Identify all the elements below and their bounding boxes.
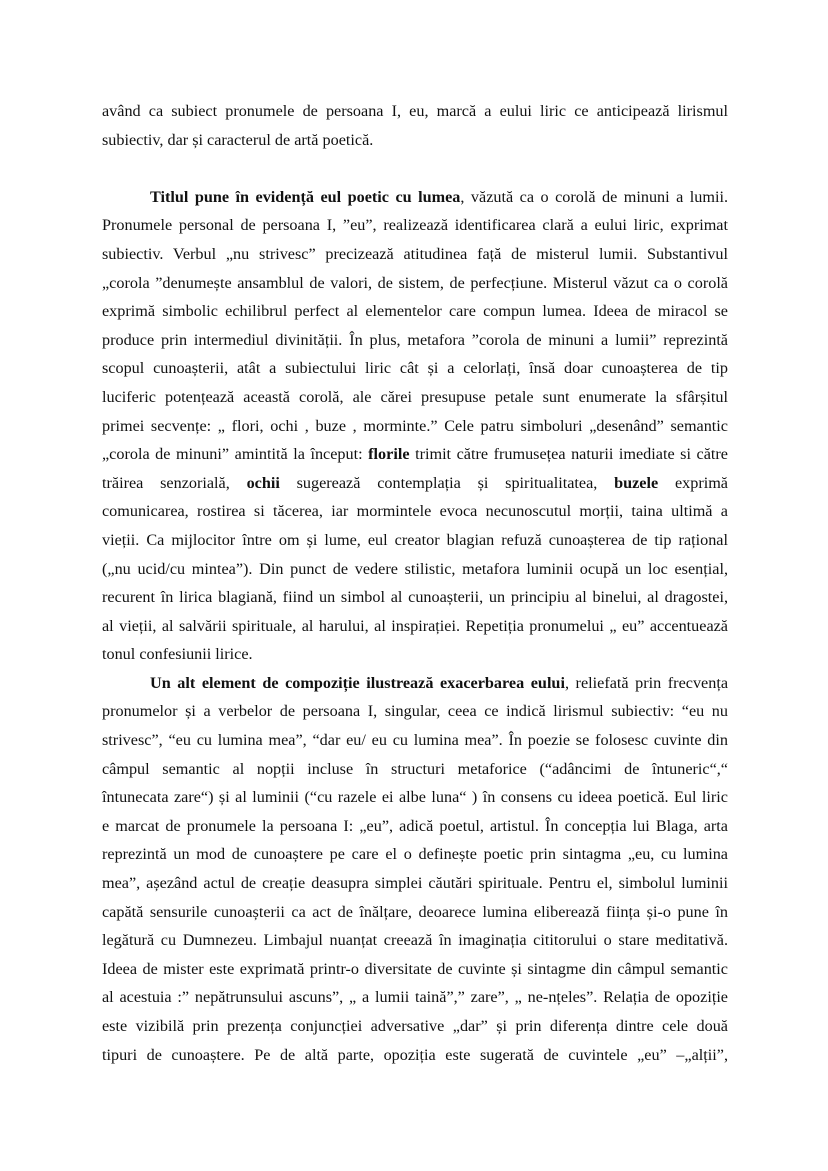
text-segment: întunecata zare“) și al luminii (“cu razele ei albe luna“ ) în consens cu ideea poetică. Eul liric: [102, 788, 728, 807]
text-line: [102, 812, 728, 841]
bold-text: florile: [368, 445, 410, 464]
text-line: [102, 612, 728, 641]
text-line: [102, 269, 728, 298]
text-segment: trimit către frumusețea naturii imediate si către: [409, 445, 728, 464]
text-segment: „corola de minuni” amintită la început:: [102, 445, 369, 464]
text-segment: luciferic potențează această corolă, ale cărei presupuse petale sunt enumerate la sfârșitul: [102, 387, 728, 406]
bold-text: ochii: [246, 473, 280, 492]
text-segment: mea”, așezând actul de creație deasupra simplei căutări spirituale. Pentru el, simbolul luminii: [102, 874, 728, 893]
text-line: [102, 640, 728, 669]
text-line: [102, 440, 728, 469]
text-line: [102, 97, 728, 126]
text-segment: având ca subiect pronumele de persoana I, eu, marcă a eului liric ce anticipează lirismul: [102, 102, 728, 120]
text-line: [102, 240, 728, 269]
text-line: [102, 469, 728, 498]
text-line: [102, 898, 728, 927]
text-segment: „corola ”denumește ansamblul de valori, de sistem, de perfecțiune. Misterul văzut ca o corolă: [102, 273, 728, 292]
bold-text: buzele: [614, 473, 659, 492]
text-line: [102, 1012, 728, 1041]
text-segment: al vieții, al salvării spirituale, al harului, al inspirației. Repetiția pronumelui „ eu” accentuează: [102, 616, 728, 635]
text-segment: tipuri de cunoaștere. Pe de altă parte, opoziția este sugerată de cuvintele „eu” –„alții”,: [102, 1045, 728, 1064]
text-line: [102, 183, 728, 212]
text-segment: vieții. Ca mijlocitor între om și lume, eul creator blagian refuză cunoașterea de tip rațional: [102, 530, 728, 549]
text-line: [102, 412, 728, 441]
text-segment: câmpul semantic al nopții incluse în structuri metaforice (“adâncimi de întuneric“,“: [102, 759, 728, 778]
text-segment: , reliefată prin frecvența: [564, 673, 728, 692]
text-segment: recurent în lirica blagiană, fiind un simbol al cunoașterii, un principiu al binelui, al dragostei,: [102, 588, 728, 607]
text-line: [102, 926, 728, 955]
text-segment: subiectiv, dar și caracterul de artă poetică.: [102, 130, 374, 149]
text-line: [102, 755, 728, 784]
bold-text: Titlul pune în evidență eul poetic cu lumea: [150, 187, 461, 206]
text-line: [102, 955, 728, 984]
bold-text: Un alt element de compoziție ilustrează exacerbarea eului: [150, 673, 565, 692]
paragraph-gap: [102, 154, 728, 183]
text-line: [102, 526, 728, 555]
text-segment: comunicarea, rostirea si tăcerea, iar mormintele evoca necunoscutul morții, taina ultimă a: [102, 502, 728, 521]
text-segment: tonul confesiunii lirice.: [102, 645, 253, 664]
text-segment: reprezintă un mod de cunoaștere pe care el o definește poetic prin sintagma „eu, cu lumina: [102, 845, 728, 864]
text-segment: („nu ucid/cu mintea”). Din punct de vedere stilistic, metafora luminii ocupă un loc esențial,: [102, 559, 728, 578]
text-segment: primei secvențe: „ flori, ochi , buze , morminte.” Cele patru simboluri „desenând” semantic: [102, 416, 728, 435]
text-segment: Pronumele personal de persoana I, ”eu”, realizează identificarea clară a eului liric, exprimat: [102, 216, 728, 235]
text-line: [102, 126, 728, 155]
text-segment: sugerează contemplația și spiritualitatea,: [279, 473, 615, 492]
text-line: [102, 869, 728, 898]
text-line: [102, 383, 728, 412]
text-line: [102, 697, 728, 726]
text-line: [102, 555, 728, 584]
text-segment: exprimă simbolic echilibrul perfect al elementelor care compun lumea. Ideea de miracol se: [102, 302, 728, 321]
text-segment: strivesc”, “eu cu lumina mea”, “dar eu/ eu cu lumina mea”. În poezie se folosesc cuvinte din: [102, 731, 728, 750]
text-line: [102, 983, 728, 1012]
paragraph: [102, 97, 728, 154]
text-segment: Ideea de mister este exprimată printr-o diversitate de cuvinte și sintagme din câmpul semantic: [102, 959, 728, 978]
paragraph: [102, 669, 728, 1069]
text-line: [102, 354, 728, 383]
text-segment: scopul cunoașterii, atât a subiectului liric cât și a celorlați, însă doar cunoașterea de tip: [102, 359, 728, 378]
text-segment: al acestuia :” nepătrunsului ascuns”, „ a lumii taină”,” zare”, „ ne-nțeles”. Relația de opoziție: [102, 988, 728, 1007]
text-segment: produce prin intermediul divinității. În plus, metafora ”corola de minuni a lumii” reprezintă: [102, 330, 728, 349]
text-segment: pronumelor și a verbelor de persoana I, singular, ceea ce indică lirismul subiectiv: “eu nu: [102, 702, 728, 721]
text-line: [102, 1041, 728, 1070]
text-line: [102, 840, 728, 869]
paragraph: [102, 183, 728, 669]
text-segment: capătă sensurile cunoașterii ca act de înălțare, deoarece lumina eliberează ființa și-o pune în: [102, 902, 728, 921]
text-segment: trăirea senzorială,: [102, 473, 247, 492]
text-line: [102, 669, 728, 698]
document-page: [102, 97, 728, 1069]
text-line: [102, 583, 728, 612]
text-segment: este vizibilă prin prezența conjuncției adversative „dar” și prin diferența dintre cele două: [102, 1017, 728, 1035]
text-line: [102, 326, 728, 355]
text-segment: legătură cu Dumnezeu. Limbajul nuanțat creează în imaginația cititorului o stare meditativă.: [102, 931, 728, 950]
text-line: [102, 497, 728, 526]
text-line: [102, 783, 728, 812]
text-segment: e marcat de pronumele la persoana I: „eu”, adică poetul, artistul. În concepția lui Blaga, arta: [102, 816, 728, 835]
text-segment: exprimă: [658, 473, 728, 492]
text-line: [102, 297, 728, 326]
text-segment: , văzută ca o corolă de minuni a lumii.: [460, 187, 729, 206]
text-line: [102, 211, 728, 240]
text-line: [102, 726, 728, 755]
text-segment: subiectiv. Verbul „nu strivesc” precizează atitudinea față de misterul lumii. Substantivul: [102, 244, 728, 263]
